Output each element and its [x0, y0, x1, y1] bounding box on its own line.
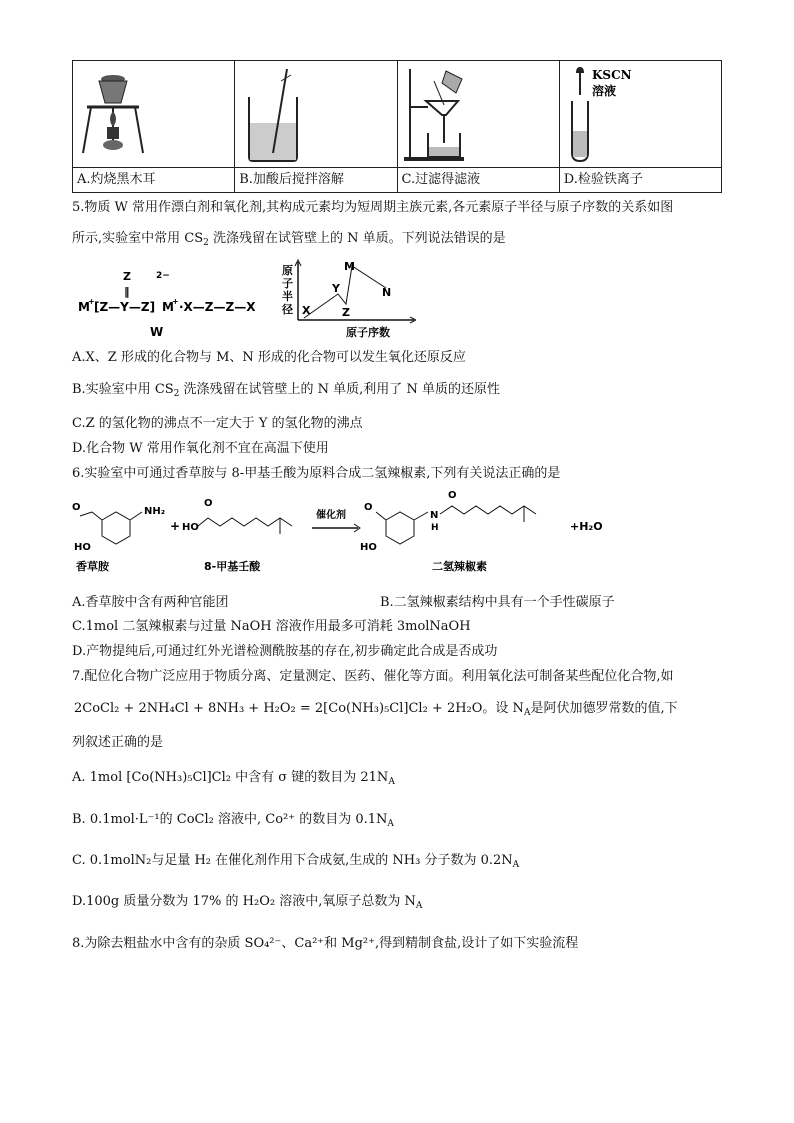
apparatus-b-label: B.加酸后搅拌溶解: [235, 168, 397, 193]
q7-option-c[interactable]: C. 0.1molN₂与足量 H₂ 在催化剂作用下合成氨,生成的 NH₃ 分子数为 $0.2N_A$: [72, 853, 520, 870]
q7-option-b[interactable]: B. 0.1mol·L⁻¹的 CoCl₂ 溶液中, Co²⁺ 的数目为 $0.1N_A$: [72, 812, 394, 829]
reactant2-name: 8-甲基壬酸: [204, 560, 261, 573]
q5-option-d[interactable]: D.化合物 W 常用作氧化剂不宜在高温下使用: [72, 441, 329, 456]
svg-text:O: O: [364, 502, 373, 513]
svg-text:N: N: [382, 286, 392, 299]
svg-text:O: O: [448, 490, 457, 501]
structure-left: [Z—Y—Z]: [94, 300, 156, 314]
q5-figure: [76, 258, 416, 342]
q6-stem: 6.实验室中可通过香草胺与 8-甲基壬酸为原料合成二氢辣椒素,下列有关说法正确的是: [72, 466, 561, 481]
structure-m2: M: [162, 300, 174, 314]
svg-text:NH₂: NH₂: [144, 506, 166, 517]
solution-label: 溶液: [591, 84, 616, 98]
catalyst-label: 催化剂: [316, 510, 346, 521]
apparatus-a-label: A.灼烧黑木耳: [73, 168, 235, 193]
structure-top: Z: [123, 270, 131, 283]
svg-text:M: M: [344, 260, 355, 273]
structure-w: W: [150, 325, 164, 339]
svg-text:Z: Z: [342, 306, 350, 319]
q8-stem: 8.为除去粗盐水中含有的杂质 SO₄²⁻、Ca²⁺和 Mg²⁺,得到精制食盐,设计了如下实验流程: [72, 936, 579, 951]
svg-text:O: O: [72, 502, 81, 513]
q5-stem-line2: 所示,实验室中常用 $CS_2$ 洗涤残留在试管壁上的 N 单质。下列说法错误的是: [72, 231, 506, 248]
svg-text:径: 径: [282, 303, 293, 316]
svg-text:N: N: [430, 510, 439, 521]
q7-option-d[interactable]: D.100g 质量分数为 17% 的 H₂O₂ 溶液中,氧原子总数为 $N_A$: [72, 894, 423, 911]
svg-text:子: 子: [282, 277, 293, 290]
reactant1-name: 香草胺: [76, 560, 109, 573]
svg-text:HO: HO: [360, 542, 377, 553]
svg-text:HO: HO: [182, 522, 199, 533]
apparatus-c-label: C.过滤得滤液: [397, 168, 559, 193]
svg-text:HO: HO: [74, 542, 91, 553]
apparatus-a-image: [73, 61, 235, 168]
svg-text:O: O: [204, 498, 213, 509]
structure-dbl: ‖: [124, 285, 130, 298]
svg-text:X: X: [302, 304, 311, 317]
q7-equation: 2CoCl₂ + 2NH₄Cl + 8NH₃ + H₂O₂ = 2[Co(NH₃)₅Cl]Cl₂ + 2H₂O。设 $N_A$是阿伏加德罗常数的值,下: [74, 701, 678, 718]
q6-option-b[interactable]: B.二氢辣椒素结构中具有一个手性碳原子: [380, 595, 615, 610]
apparatus-d-image: [559, 61, 721, 168]
q5-option-b[interactable]: B.实验室中用 $CS_2$ 洗涤残留在试管壁上的 N 单质,利用了 N 单质的还原性: [72, 382, 500, 399]
q7-stem-line3: 列叙述正确的是: [72, 735, 164, 750]
kscn-label: KSCN: [591, 68, 632, 82]
apparatus-d-label: D.检验铁离子: [559, 168, 721, 193]
apparatus-table: [72, 60, 722, 193]
q7-stem: 7.配位化合物广泛应用于物质分离、定量测定、医药、催化等方面。利用氧化法可制备某些配位化合物,如: [72, 669, 674, 684]
svg-text:原子序数: 原子序数: [346, 326, 390, 339]
apparatus-b-image: [235, 61, 397, 168]
structure-right: ·X—Z—Z—X: [179, 300, 256, 314]
structure-m1: M: [78, 300, 90, 314]
svg-text:+: +: [170, 519, 181, 533]
q7-option-a[interactable]: A. 1mol [Co(NH₃)₅Cl]Cl₂ 中含有 σ 键的数目为 $21N_A$: [72, 770, 395, 787]
svg-text:半: 半: [282, 290, 293, 303]
q5-option-a[interactable]: A.X、Z 形成的化合物与 M、N 形成的化合物可以发生氧化还原反应: [72, 350, 466, 365]
product-name: 二氢辣椒素: [432, 560, 487, 573]
water-label: +H₂O: [570, 520, 603, 533]
q6-option-d[interactable]: D.产物提纯后,可通过红外光谱检测酰胺基的存在,初步确定此合成是否成功: [72, 644, 498, 659]
q5-option-c[interactable]: C.Z 的氢化物的沸点不一定大于 Y 的氢化物的沸点: [72, 416, 363, 431]
structure-plus2: +: [172, 297, 179, 306]
svg-text:Y: Y: [332, 282, 340, 295]
structure-plus1: +: [88, 297, 95, 306]
structure-charge: 2−: [156, 271, 170, 281]
apparatus-c-image: [397, 61, 559, 168]
q6-option-a[interactable]: A.香草胺中含有两种官能团: [72, 595, 229, 610]
q5-stem-line1: 5.物质 W 常用作漂白剂和氧化剂,其构成元素均为短周期主族元素,各元素原子半径与原子序数的关系如图: [72, 200, 674, 215]
q6-option-c[interactable]: C.1mol 二氢辣椒素与过量 NaOH 溶液作用最多可消耗 3molNaOH: [72, 619, 471, 634]
svg-text:H: H: [431, 523, 439, 533]
svg-text:原: 原: [282, 264, 293, 277]
q6-reaction-figure: [72, 490, 612, 580]
